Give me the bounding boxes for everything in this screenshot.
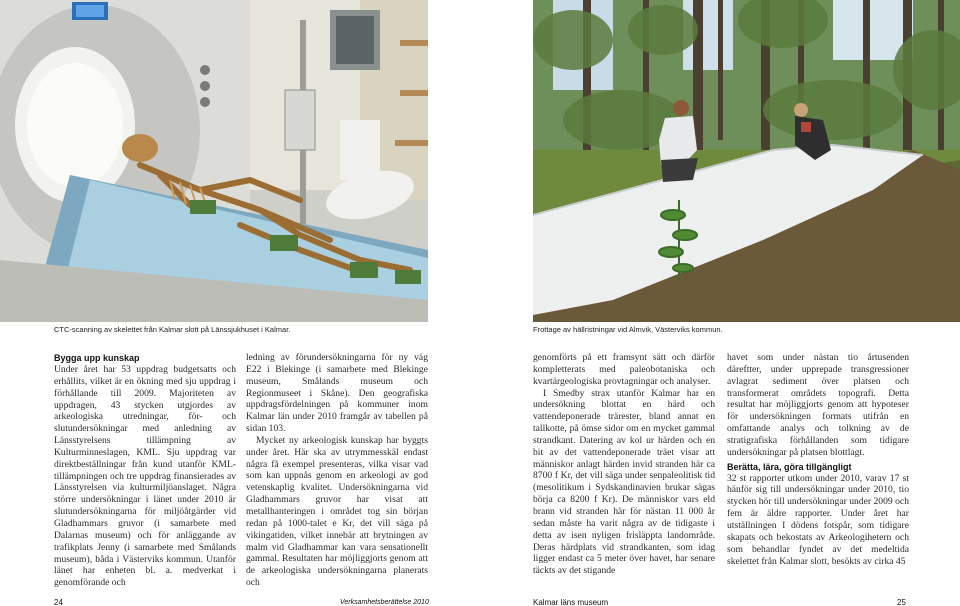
paragraph: Under året har 53 uppdrag budgetsatts och erhållits, vilket är en ökning med sju uppdrag i förhållande till 2009. Majoriteten av uppdragen, 43 stycken utgjordes av arkeologiska utredningar, för- och slutundersökningar med anledning av Länsstyrelsens tillämpning av Kulturminneslagen, KML. Sju uppdrag var direktbeställningar från kund utanför KML-tillämpningen och tre uppdrag finansierades av Länsstyrelsen via kulturmiljöanslaget. Några större undersökningar i länet under 2010 är slutundersökningarna för miljöåtgärder vid Gladhammars gruvor (i samarbete med Dalarnas museum) och för anläggande av trafikplats Jenny (i samarbete med Smålands museum), båda i Västerviks kommun. Utanför länet har enheten bl. a. medverkat i genomförande och	[54, 364, 236, 589]
section-heading-berätta: Berätta, lära, göra tillgängligt	[727, 461, 852, 472]
ct-scan-photo	[0, 0, 428, 322]
text-column-2	[246, 352, 428, 589]
paragraph: I Smedby strax utanför Kalmar har en undersökning blottat en härd och vattendeponerade trärester, bland annat en tallkotte, på ömse sidor om en mycket gammal strandkant. Datering av kol ur härden och en bit av det vattendeponerade träet visar att människor anlagt härden invid stranden här ca 8700 f Kr, det vill säga under senpaleolitisk tid (mesolitikum i Sydskandinavien brukar sägas börja ca 8200 f Kr). De människor vars eld brann vid stranden här för nästan 11 000 år sedan måste ha varit några av de tidigaste i detta av isen nyligen frisläppta landområde. Deras härdplats vid strandkanten, som idag ligger endast ca 5 meter över havet, har senare täckts av det stigande	[533, 387, 715, 577]
paragraph: 32 st rapporter utkom under 2010, varav 17 st hänför sig till undersökningar under 2010, tio stycken hör till undersökningar under 2009 och fem är äldre rapporter. Under året har utställningen I dödens fotspår, som tidigare skapats och bekostats av Arkeologihetern och som behandlar fyndet av det medeltida skelettet från Kalmar slott, besökts av cirka 45	[727, 472, 909, 567]
caption-left: CTC-scanning av skelettet från Kalmar slott på Länssjukhuset i Kalmar.	[54, 325, 291, 334]
section-heading-kunskap: Bygga upp kunskap	[54, 353, 140, 363]
text-column-1	[54, 352, 236, 589]
page-number-right: 25	[897, 598, 906, 606]
paragraph: havet som under nästan tio årtusenden däreftter, under upprepade transgressioner avlagrat sediment över platsen och transformerat områdets topografi. Detta resultat har möjliggjorts genom att hypoteser för undersökningen formats utifrån en omfattande analys och tolkning av de stratigrafiska förhållanden som tidigare undersökningar på platsen blottlagt.	[727, 352, 909, 458]
report-title: Verksamhetsberättelse 2010	[340, 599, 429, 606]
frottage-photo	[533, 0, 960, 322]
museum-name: Kalmar läns museum	[533, 598, 609, 606]
page-number-left: 24	[54, 598, 63, 606]
text-column-3	[533, 352, 715, 577]
text-column-4	[727, 352, 909, 567]
paragraph: Mycket ny arkeologisk kunskap har byggts under året. Här ska av utrymmesskäl endast några få exempel presenteras, vilka visar vad som kan uppnås genom en arkeologi av god vetenskaplig kvalitet. Undersökningarna vid Gladhammars gruvor har visat att metallhanteringen i området tog sin början redan på 1000-talet e Kr, det vill säga på vikingatiden, vilket innebär att brytningen av malm vid Gladhammar kan vara sensationellt gammal. Resultaten har möjliggjorts genom att de arkeologiska undersökningarna planerats och	[246, 434, 428, 589]
paragraph: ledning av förundersökningarna för ny väg E22 i Blekinge (i samarbete med Blekinge museum, Smålands museum och Regionmuseet i Skåne). Den geografiska uppdragsfördelningen på kommuner inom Kalmar län under 2010 framgår av tabellen på sidan 103.	[246, 352, 428, 435]
paragraph: genomförts på ett framsynt sätt och därför kompletterats med paleobotaniska och kvartärgeologiska provtagningar och analyser.	[533, 352, 715, 387]
caption-right: Frottage av hällristningar vid Almvik, Västerviks kommun.	[533, 325, 723, 334]
